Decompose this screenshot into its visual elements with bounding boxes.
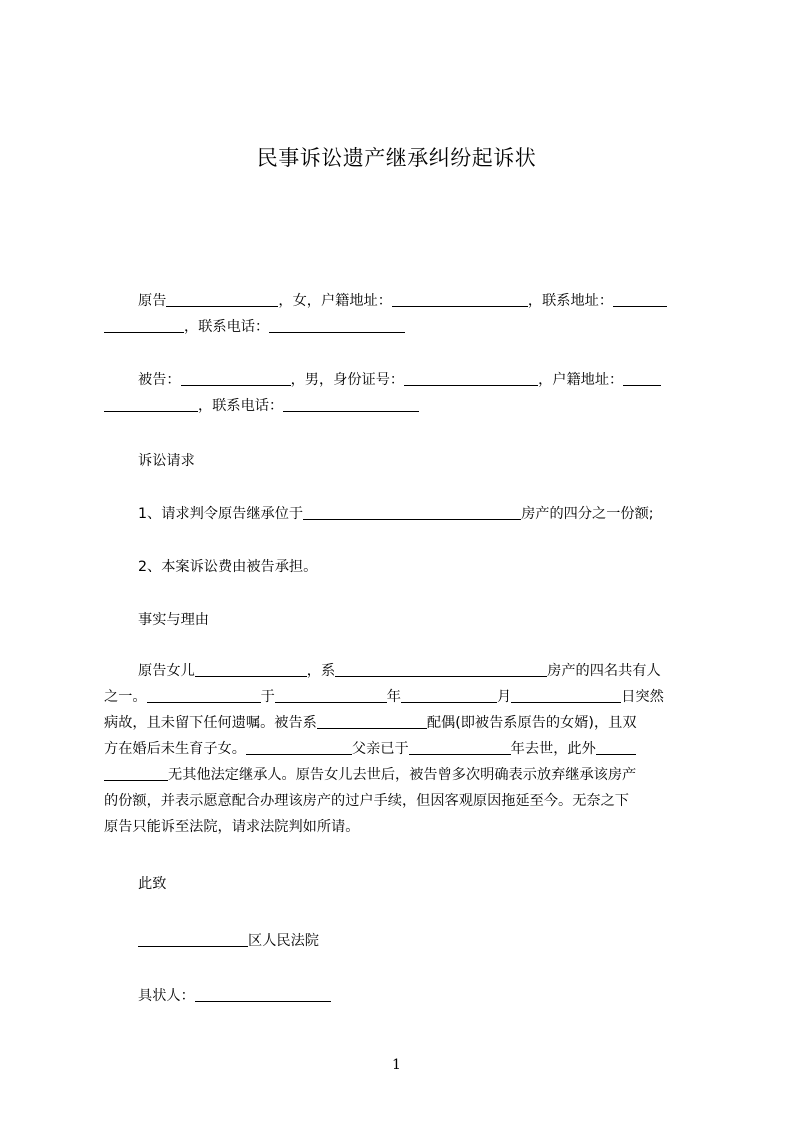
claim-item-1 [104,501,700,527]
plaintiff-contact-address-label: ，联系地址： [527,293,614,309]
property-blank[interactable] [335,662,547,677]
plaintiff-contact-address-blank-cont[interactable] [104,318,184,333]
facts-heading: 事实与理由 [138,612,209,628]
property-location-blank[interactable] [303,505,521,520]
plaintiff-household-address-blank[interactable] [392,292,528,307]
facts-text: 年去世，此外 [510,741,596,757]
claims-heading: 诉讼请求 [138,453,195,469]
day-blank[interactable] [511,688,621,703]
signer-label: 具状人： [138,988,195,1004]
defendant-household-address-label: ，户籍地址： [538,372,624,388]
salutation: 此致 [138,876,167,892]
plaintiff-paragraph [104,288,700,340]
defendant-name-blank[interactable] [181,371,291,386]
plaintiff-gender-label: ，女，户籍地址： [278,293,392,309]
month-blank[interactable] [401,688,497,703]
signer-blank[interactable] [195,987,331,1002]
plaintiff-name-blank[interactable] [166,292,278,307]
father-name-blank[interactable] [246,740,352,755]
facts-paragraph [104,658,700,840]
court-suffix: 区人民法院 [248,933,319,949]
facts-text: 原告只能诉至法院，请求法院判如所请。 [104,819,360,835]
court-district-blank[interactable] [138,932,248,947]
year-blank[interactable] [275,688,387,703]
defendant-paragraph [104,367,700,419]
spouse-name-blank[interactable] [317,714,427,729]
facts-text: 年 [386,689,401,705]
facts-text: 方在婚后未生育子女。 [104,741,246,757]
plaintiff-phone-label: ，联系电话： [184,319,270,335]
facts-text: 日突然 [621,689,664,705]
defendant-phone-blank[interactable] [283,397,419,412]
defendant-id-label: ，男，身份证号： [290,372,405,388]
facts-heading-paragraph [104,607,700,633]
court-paragraph [104,928,700,954]
defendant-phone-label: ，联系电话： [198,398,284,414]
facts-text: ，系 [306,663,336,679]
facts-text: 父亲已于 [351,741,409,757]
other-heirs-blank[interactable] [596,740,636,755]
facts-text: 之一。 [104,689,147,705]
defendant-household-address-blank[interactable] [623,371,661,386]
deceased-name-blank[interactable] [147,688,261,703]
salutation-paragraph [104,871,700,897]
claim-item-2 [104,554,700,580]
plaintiff-label: 原告 [138,293,167,309]
facts-text: 月 [496,689,512,705]
document-title: 民事诉讼遗产继承纠纷起诉状 [256,146,537,170]
facts-text: 于 [260,689,275,705]
facts-text: 房产的四名共有人 [547,663,661,679]
facts-text: 无其他法定继承人。原告女儿去世后，被告曾多次明确表示放弃继承该房产 [168,767,637,783]
plaintiff-phone-blank[interactable] [269,318,405,333]
facts-text: 配偶(即被告系原告的女婿)，且双 [426,715,637,731]
defendant-household-address-blank-cont[interactable] [104,397,198,412]
defendant-id-blank[interactable] [404,371,538,386]
page-number: 1 [392,1057,401,1073]
claim-2-text: 2、本案诉讼费由被告承担。 [138,559,318,575]
claims-heading-paragraph [104,448,700,474]
facts-text: 病故，且未留下任何遗嘱。被告系 [104,715,317,731]
other-heirs-blank-cont[interactable] [104,766,168,781]
father-death-year-blank[interactable] [409,740,511,755]
facts-text: 的份额，并表示愿意配合办理该房产的过户手续，但因客观原因拖延至今。无奈之下 [104,793,629,809]
claim-1-prefix: 1、请求判令原告继承位于 [138,506,304,522]
claim-1-suffix: 房产的四分之一份额; [521,506,654,522]
defendant-label: 被告： [138,372,181,388]
daughter-name-blank[interactable] [195,662,307,677]
plaintiff-contact-address-blank[interactable] [613,292,667,307]
facts-text: 原告女儿 [138,663,195,679]
signer-paragraph [104,983,700,1009]
